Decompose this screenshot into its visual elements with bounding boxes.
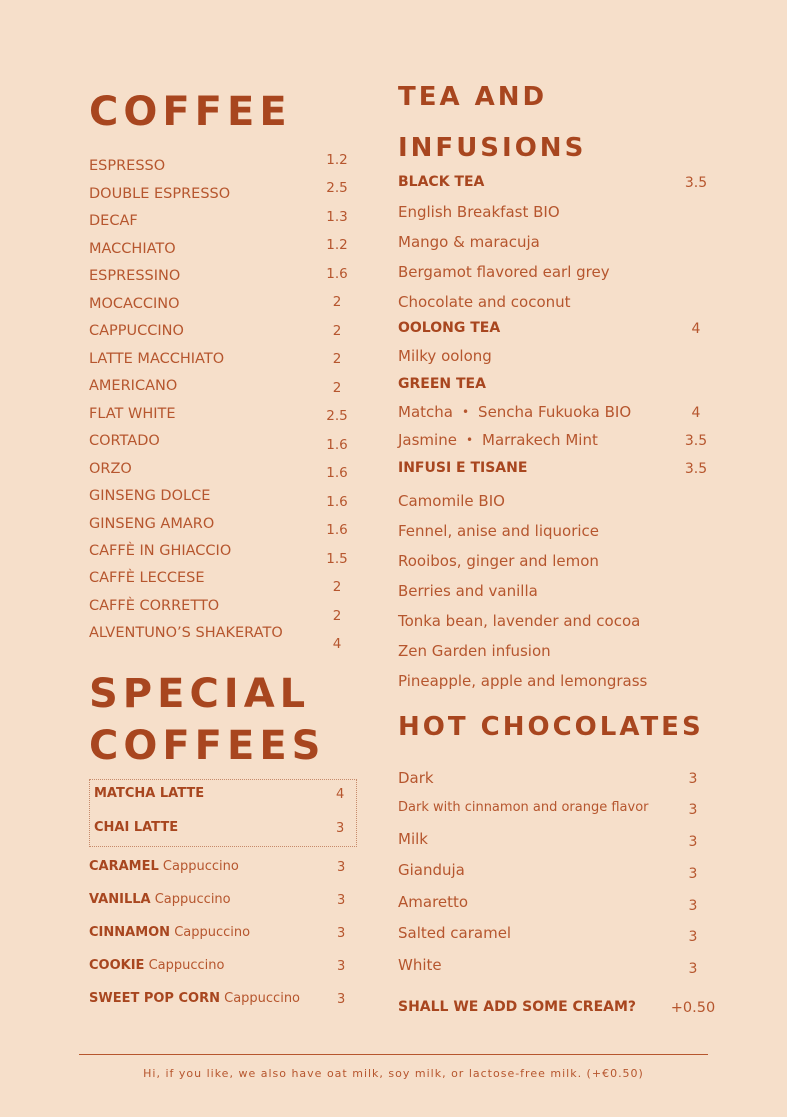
list-item: CAFFÈ CORRETTO — [89, 598, 220, 614]
list-item: Tonka bean, lavender and cocoa — [398, 612, 641, 630]
list-item: Gianduja — [398, 861, 465, 879]
tea-title-line1: TEA AND — [398, 82, 548, 112]
list-item: COOKIE Cappuccino — [89, 958, 225, 973]
price: 4 — [332, 636, 342, 652]
list-item: MACCHIATO — [89, 241, 176, 257]
list-item: Matcha • Sencha Fukuoka BIO — [398, 403, 632, 421]
price: 2.5 — [326, 180, 348, 196]
price: 1.3 — [326, 209, 348, 225]
hot-chocolates-title: HOT CHOCOLATES — [398, 712, 704, 742]
list-item: Berries and vanilla — [398, 582, 538, 600]
list-item: MOCACCINO — [89, 296, 180, 312]
list-item: VANILLA Cappuccino — [89, 892, 231, 907]
list-item: Amaretto — [398, 893, 469, 911]
price: 2 — [332, 323, 342, 339]
price: 4 — [691, 405, 701, 421]
price: 3 — [688, 961, 698, 977]
featured-latte-box — [89, 779, 357, 847]
list-item: LATTE MACCHIATO — [89, 351, 225, 367]
price: 2 — [332, 380, 342, 396]
list-item: CARAMEL Cappuccino — [89, 859, 239, 874]
list-item: CAPPUCCINO — [89, 323, 184, 339]
price: 1.6 — [326, 494, 348, 510]
list-item: DOUBLE ESPRESSO — [89, 186, 231, 202]
list-item: GINSENG AMARO — [89, 516, 215, 532]
price: 2 — [332, 294, 342, 310]
special-title-line1: SPECIAL — [89, 671, 311, 717]
list-item: ESPRESSO — [89, 158, 166, 174]
price: 3 — [337, 860, 346, 875]
black-tea-heading: BLACK TEA — [398, 174, 485, 190]
oolong-tea-heading: OOLONG TEA — [398, 320, 501, 336]
price: 3 — [688, 834, 698, 850]
price: 3 — [337, 959, 346, 974]
price: 3 — [337, 992, 346, 1007]
list-item: CAFFÈ IN GHIACCIO — [89, 543, 232, 559]
price: 2 — [332, 579, 342, 595]
list-item: Camomile BIO — [398, 492, 505, 510]
list-item: CAFFÈ LECCESE — [89, 570, 205, 586]
black-tea-price: 3.5 — [684, 175, 708, 191]
list-item: Bergamot flavored earl grey — [398, 263, 610, 281]
list-item: Chocolate and coconut — [398, 293, 571, 311]
infusi-price: 3.5 — [684, 461, 708, 477]
list-item: English Breakfast BIO — [398, 203, 560, 221]
list-item: Zen Garden infusion — [398, 642, 551, 660]
footer-divider — [79, 1054, 708, 1055]
price: 1.6 — [326, 465, 348, 481]
price: 1.6 — [326, 522, 348, 538]
list-item: Dark — [398, 769, 434, 787]
list-item: FLAT WHITE — [89, 406, 176, 422]
price: 3 — [688, 866, 698, 882]
price: 3 — [688, 898, 698, 914]
list-item: Milky oolong — [398, 347, 492, 365]
price: 1.6 — [326, 266, 348, 282]
price: 4 — [336, 787, 345, 802]
price: 3 — [337, 926, 346, 941]
price: 3 — [688, 802, 698, 818]
price: 1.6 — [326, 437, 348, 453]
list-item: ALVENTUNO’S SHAKERATO — [89, 625, 283, 641]
list-item: ORZO — [89, 461, 132, 477]
list-item: Pineapple, apple and lemongrass — [398, 672, 648, 690]
list-item: ESPRESSINO — [89, 268, 181, 284]
price: 2 — [332, 608, 342, 624]
price: 2 — [332, 351, 342, 367]
price: 3 — [336, 821, 345, 836]
list-item: Jasmine • Marrakech Mint — [398, 431, 598, 449]
list-item: Fennel, anise and liquorice — [398, 522, 599, 540]
price: 3.5 — [684, 433, 708, 449]
price: 2.5 — [326, 408, 348, 424]
tea-title-line2: INFUSIONS — [398, 133, 587, 163]
list-item: CORTADO — [89, 433, 160, 449]
infusi-heading: INFUSI E TISANE — [398, 460, 528, 476]
green-tea-heading: GREEN TEA — [398, 376, 486, 392]
cream-addon-price: +0.50 — [670, 1000, 716, 1016]
price: 3 — [688, 771, 698, 787]
price: 3 — [337, 893, 346, 908]
list-item: CINNAMON Cappuccino — [89, 925, 251, 940]
list-item: White — [398, 956, 442, 974]
price: 3 — [688, 929, 698, 945]
price: 1.2 — [326, 152, 348, 168]
oolong-tea-price: 4 — [691, 321, 701, 337]
list-item: Salted caramel — [398, 924, 512, 942]
list-item: DECAF — [89, 213, 138, 229]
coffee-title: COFFEE — [89, 89, 292, 135]
cream-addon-label: SHALL WE ADD SOME CREAM? — [398, 999, 637, 1015]
footer-note: Hi, if you like, we also have oat milk, soy milk, or lactose-free milk. (+€0.50) — [143, 1067, 644, 1080]
list-item: Rooibos, ginger and lemon — [398, 552, 599, 570]
price: 1.2 — [326, 237, 348, 253]
price: 1.5 — [326, 551, 348, 567]
special-title-line2: COFFEES — [89, 723, 326, 769]
list-item: CHAI LATTE — [94, 820, 179, 835]
list-item: MATCHA LATTE — [94, 786, 205, 801]
list-item: Mango & maracuja — [398, 233, 540, 251]
list-item: Milk — [398, 830, 428, 848]
list-item: AMERICANO — [89, 378, 178, 394]
list-item: Dark with cinnamon and orange flavor — [398, 800, 649, 815]
list-item: SWEET POP CORN Cappuccino — [89, 991, 301, 1006]
list-item: GINSENG DOLCE — [89, 488, 211, 504]
